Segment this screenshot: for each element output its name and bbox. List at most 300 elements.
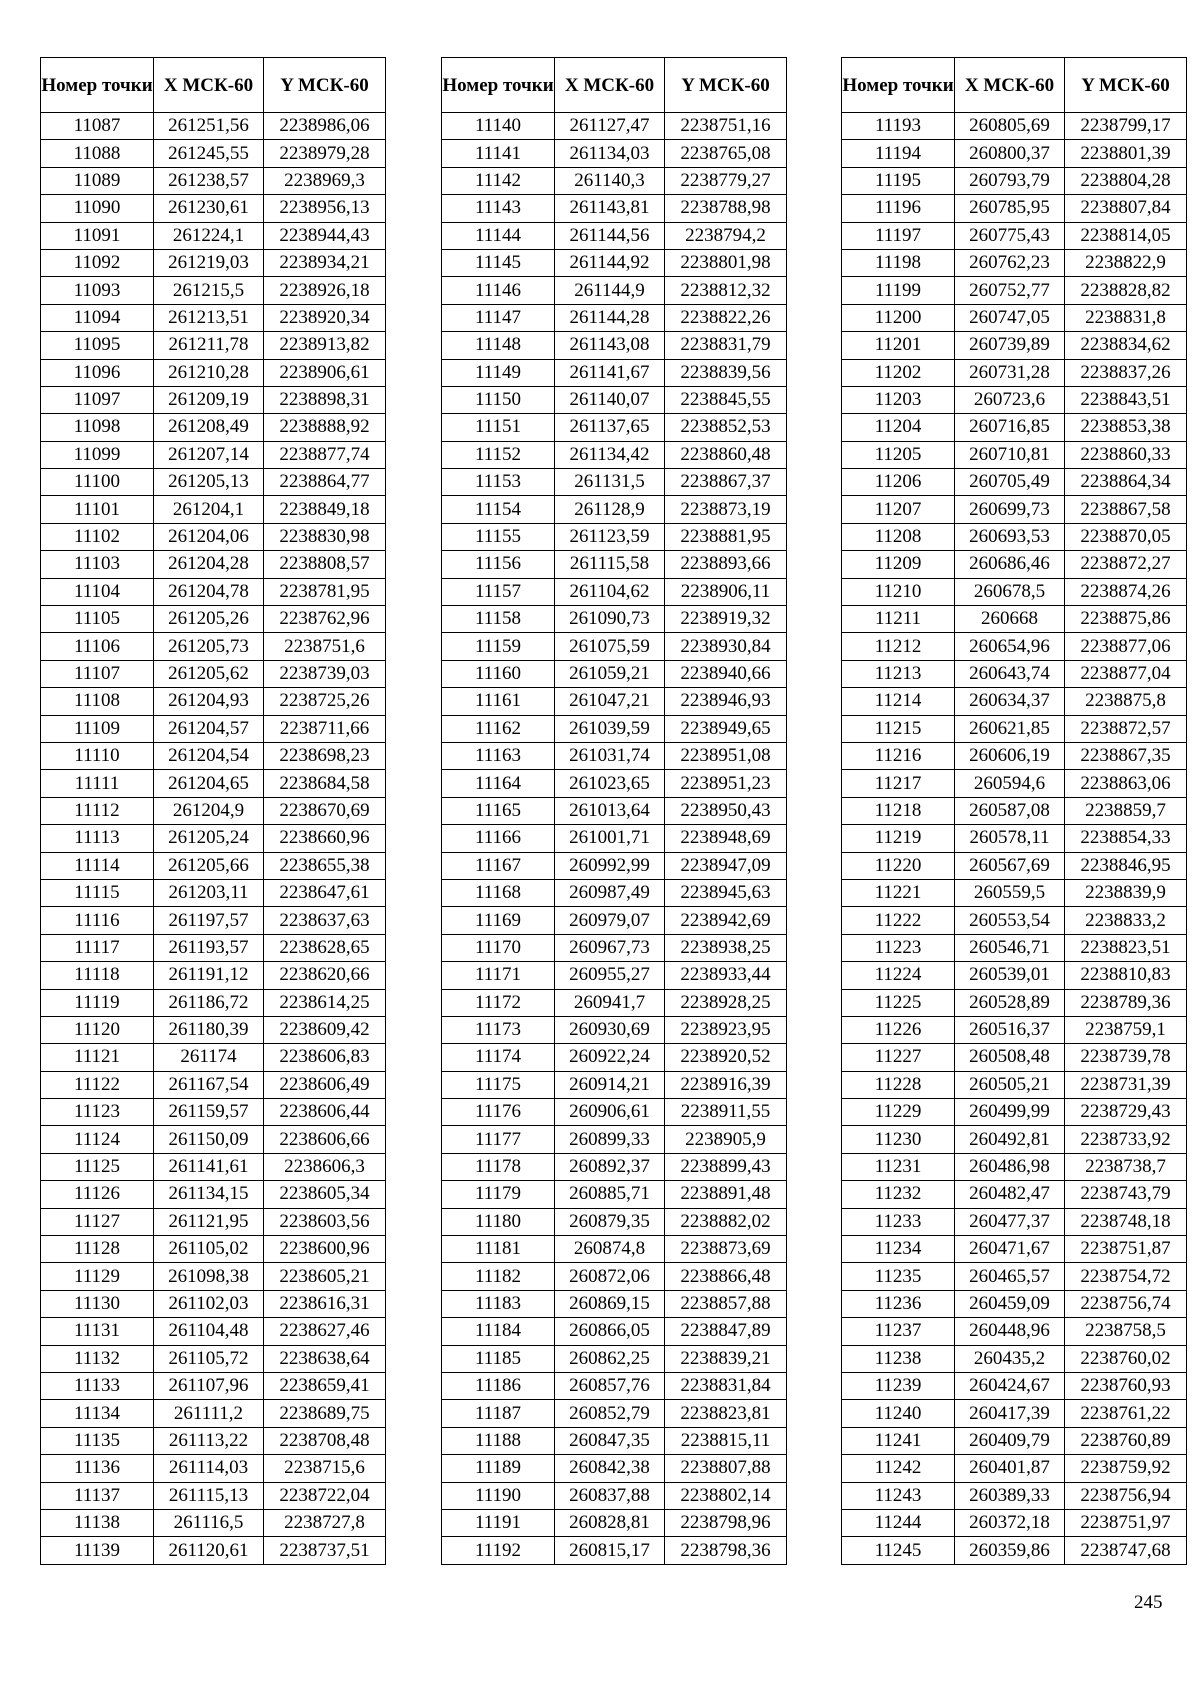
x-coordinate-cell: 260930,69 (555, 1016, 665, 1043)
x-coordinate-cell: 261090,73 (555, 606, 665, 633)
x-coordinate-cell: 260499,99 (955, 1099, 1065, 1126)
point-number-cell: 11142 (442, 167, 555, 194)
x-coordinate-cell: 260837,88 (555, 1482, 665, 1509)
table-row (442, 879, 787, 906)
table-row (842, 1153, 1187, 1180)
x-coordinate-cell: 260793,79 (955, 167, 1065, 194)
table-row (842, 907, 1187, 934)
table-row (842, 441, 1187, 468)
x-coordinate-cell: 261134,15 (154, 1181, 264, 1208)
y-coordinate-cell: 2238837,26 (1065, 359, 1187, 386)
y-coordinate-cell: 2238801,98 (665, 249, 787, 276)
table-row (842, 1482, 1187, 1509)
header-x: X МСК-60 (154, 58, 264, 113)
point-number-cell: 11214 (842, 688, 955, 715)
x-coordinate-cell: 261204,06 (154, 523, 264, 550)
point-number-cell: 11215 (842, 715, 955, 742)
y-coordinate-cell: 2238866,48 (665, 1263, 787, 1290)
table-row (842, 578, 1187, 605)
table-row (842, 1099, 1187, 1126)
y-coordinate-cell: 2238802,14 (665, 1482, 787, 1509)
table-row (442, 1482, 787, 1509)
table-row (442, 249, 787, 276)
x-coordinate-cell: 260869,15 (555, 1290, 665, 1317)
y-coordinate-cell: 2238684,58 (264, 770, 386, 797)
point-number-cell: 11169 (442, 907, 555, 934)
table-row (41, 1318, 386, 1345)
point-number-cell: 11092 (41, 249, 154, 276)
x-coordinate-cell: 260553,54 (955, 907, 1065, 934)
table-row (842, 688, 1187, 715)
y-coordinate-cell: 2238600,96 (264, 1236, 386, 1263)
y-coordinate-cell: 2238919,32 (665, 606, 787, 633)
point-number-cell: 11159 (442, 633, 555, 660)
point-number-cell: 11125 (41, 1153, 154, 1180)
x-coordinate-cell: 261120,61 (154, 1537, 264, 1564)
table-row (842, 1126, 1187, 1153)
point-number-cell: 11222 (842, 907, 955, 934)
point-number-cell: 11228 (842, 1071, 955, 1098)
table-row (442, 1263, 787, 1290)
x-coordinate-cell: 260852,79 (555, 1400, 665, 1427)
y-coordinate-cell: 2238628,65 (264, 934, 386, 961)
x-coordinate-cell: 261191,12 (154, 962, 264, 989)
table-row (442, 1071, 787, 1098)
point-number-cell: 11199 (842, 277, 955, 304)
table-row (41, 633, 386, 660)
y-coordinate-cell: 2238747,68 (1065, 1537, 1187, 1564)
point-number-cell: 11232 (842, 1181, 955, 1208)
y-coordinate-cell: 2238846,95 (1065, 852, 1187, 879)
table-row (41, 962, 386, 989)
y-coordinate-cell: 2238722,04 (264, 1482, 386, 1509)
table-row (842, 1509, 1187, 1536)
point-number-cell: 11187 (442, 1400, 555, 1427)
point-number-cell: 11211 (842, 606, 955, 633)
x-coordinate-cell: 261204,65 (154, 770, 264, 797)
y-coordinate-cell: 2238906,11 (665, 578, 787, 605)
y-coordinate-cell: 2238956,13 (264, 195, 386, 222)
table-row (442, 1181, 787, 1208)
header-point-number: Номер точки (442, 58, 555, 113)
x-coordinate-cell: 260747,05 (955, 304, 1065, 331)
table-row (842, 1044, 1187, 1071)
y-coordinate-cell: 2238944,43 (264, 222, 386, 249)
y-coordinate-cell: 2238751,87 (1065, 1236, 1187, 1263)
table-row (842, 386, 1187, 413)
table-row (442, 770, 787, 797)
table-row (41, 989, 386, 1016)
y-coordinate-cell: 2238715,6 (264, 1455, 386, 1482)
x-coordinate-cell: 260705,49 (955, 469, 1065, 496)
y-coordinate-cell: 2238609,42 (264, 1016, 386, 1043)
x-coordinate-cell: 261144,92 (555, 249, 665, 276)
y-coordinate-cell: 2238606,83 (264, 1044, 386, 1071)
table-row (41, 1345, 386, 1372)
point-number-cell: 11212 (842, 633, 955, 660)
point-number-cell: 11223 (842, 934, 955, 961)
y-coordinate-cell: 2238947,09 (665, 852, 787, 879)
table-row (442, 1509, 787, 1536)
x-coordinate-cell: 260482,47 (955, 1181, 1065, 1208)
point-number-cell: 11143 (442, 195, 555, 222)
y-coordinate-cell: 2238906,61 (264, 359, 386, 386)
x-coordinate-cell: 261131,5 (555, 469, 665, 496)
y-coordinate-cell: 2238754,72 (1065, 1263, 1187, 1290)
point-number-cell: 11220 (842, 852, 955, 879)
point-number-cell: 11087 (41, 113, 154, 140)
header-x: X МСК-60 (955, 58, 1065, 113)
y-coordinate-cell: 2238928,25 (665, 989, 787, 1016)
table-row (442, 140, 787, 167)
point-number-cell: 11208 (842, 523, 955, 550)
y-coordinate-cell: 2238822,26 (665, 304, 787, 331)
point-number-cell: 11090 (41, 195, 154, 222)
y-coordinate-cell: 2238913,82 (264, 332, 386, 359)
x-coordinate-cell: 260922,24 (555, 1044, 665, 1071)
table-row (842, 1537, 1187, 1564)
y-coordinate-cell: 2238839,21 (665, 1345, 787, 1372)
coordinates-table-1 (40, 57, 386, 1565)
y-coordinate-cell: 2238870,05 (1065, 523, 1187, 550)
point-number-cell: 11128 (41, 1236, 154, 1263)
table-body (41, 113, 386, 1565)
x-coordinate-cell: 261102,03 (154, 1290, 264, 1317)
point-number-cell: 11103 (41, 551, 154, 578)
x-coordinate-cell: 260987,49 (555, 879, 665, 906)
table-row (842, 414, 1187, 441)
point-number-cell: 11132 (41, 1345, 154, 1372)
point-number-cell: 11207 (842, 496, 955, 523)
table-row (41, 852, 386, 879)
x-coordinate-cell: 260805,69 (955, 113, 1065, 140)
table-row (842, 1016, 1187, 1043)
x-coordinate-cell: 260914,21 (555, 1071, 665, 1098)
y-coordinate-cell: 2238849,18 (264, 496, 386, 523)
table-row (842, 249, 1187, 276)
y-coordinate-cell: 2238875,8 (1065, 688, 1187, 715)
table-row (842, 332, 1187, 359)
x-coordinate-cell: 261104,62 (555, 578, 665, 605)
point-number-cell: 11131 (41, 1318, 154, 1345)
y-coordinate-cell: 2238843,51 (1065, 386, 1187, 413)
point-number-cell: 11167 (442, 852, 555, 879)
x-coordinate-cell: 261204,28 (154, 551, 264, 578)
y-coordinate-cell: 2238737,51 (264, 1537, 386, 1564)
y-coordinate-cell: 2238729,43 (1065, 1099, 1187, 1126)
table-row (442, 962, 787, 989)
point-number-cell: 11203 (842, 386, 955, 413)
x-coordinate-cell: 260828,81 (555, 1509, 665, 1536)
table-row (41, 140, 386, 167)
point-number-cell: 11237 (842, 1318, 955, 1345)
point-number-cell: 11239 (842, 1372, 955, 1399)
table-row (41, 332, 386, 359)
table-row (442, 1400, 787, 1427)
point-number-cell: 11127 (41, 1208, 154, 1235)
x-coordinate-cell: 260372,18 (955, 1509, 1065, 1536)
point-number-cell: 11150 (442, 386, 555, 413)
y-coordinate-cell: 2238779,27 (665, 167, 787, 194)
x-coordinate-cell: 260516,37 (955, 1016, 1065, 1043)
y-coordinate-cell: 2238831,8 (1065, 304, 1187, 331)
point-number-cell: 11094 (41, 304, 154, 331)
table-row (41, 441, 386, 468)
x-coordinate-cell: 260508,48 (955, 1044, 1065, 1071)
point-number-cell: 11241 (842, 1427, 955, 1454)
x-coordinate-cell: 260955,27 (555, 962, 665, 989)
point-number-cell: 11227 (842, 1044, 955, 1071)
point-number-cell: 11154 (442, 496, 555, 523)
table-row (442, 441, 787, 468)
y-coordinate-cell: 2238789,36 (1065, 989, 1187, 1016)
point-number-cell: 11093 (41, 277, 154, 304)
y-coordinate-cell: 2238873,69 (665, 1236, 787, 1263)
table-row (41, 1509, 386, 1536)
y-coordinate-cell: 2238748,18 (1065, 1208, 1187, 1235)
x-coordinate-cell: 261208,49 (154, 414, 264, 441)
x-coordinate-cell: 260775,43 (955, 222, 1065, 249)
table-row (41, 688, 386, 715)
y-coordinate-cell: 2238606,3 (264, 1153, 386, 1180)
table-row (442, 277, 787, 304)
table-row (842, 1455, 1187, 1482)
x-coordinate-cell: 261059,21 (555, 660, 665, 687)
y-coordinate-cell: 2238739,03 (264, 660, 386, 687)
x-coordinate-cell: 261180,39 (154, 1016, 264, 1043)
point-number-cell: 11129 (41, 1263, 154, 1290)
table-row (442, 797, 787, 824)
point-number-cell: 11221 (842, 879, 955, 906)
point-number-cell: 11111 (41, 770, 154, 797)
point-number-cell: 11146 (442, 277, 555, 304)
y-coordinate-cell: 2238788,98 (665, 195, 787, 222)
table-row (842, 113, 1187, 140)
x-coordinate-cell: 260693,53 (955, 523, 1065, 550)
y-coordinate-cell: 2238934,21 (264, 249, 386, 276)
y-coordinate-cell: 2238637,63 (264, 907, 386, 934)
point-number-cell: 11149 (442, 359, 555, 386)
x-coordinate-cell: 261193,57 (154, 934, 264, 961)
x-coordinate-cell: 261013,64 (555, 797, 665, 824)
table-row (41, 496, 386, 523)
table-row (842, 606, 1187, 633)
table-row (442, 825, 787, 852)
table-row (41, 1400, 386, 1427)
x-coordinate-cell: 260492,81 (955, 1126, 1065, 1153)
y-coordinate-cell: 2238854,33 (1065, 825, 1187, 852)
point-number-cell: 11137 (41, 1482, 154, 1509)
table-row (842, 1236, 1187, 1263)
point-number-cell: 11173 (442, 1016, 555, 1043)
x-coordinate-cell: 261144,56 (555, 222, 665, 249)
y-coordinate-cell: 2238920,52 (665, 1044, 787, 1071)
x-coordinate-cell: 260885,71 (555, 1181, 665, 1208)
table-row (442, 578, 787, 605)
x-coordinate-cell: 260862,25 (555, 1345, 665, 1372)
table-row (442, 195, 787, 222)
point-number-cell: 11126 (41, 1181, 154, 1208)
y-coordinate-cell: 2238872,57 (1065, 715, 1187, 742)
x-coordinate-cell: 261203,11 (154, 879, 264, 906)
point-number-cell: 11205 (842, 441, 955, 468)
x-coordinate-cell: 260606,19 (955, 742, 1065, 769)
point-number-cell: 11104 (41, 578, 154, 605)
point-number-cell: 11231 (842, 1153, 955, 1180)
table-row (442, 523, 787, 550)
point-number-cell: 11098 (41, 414, 154, 441)
y-coordinate-cell: 2238946,93 (665, 688, 787, 715)
point-number-cell: 11177 (442, 1126, 555, 1153)
y-coordinate-cell: 2238867,35 (1065, 742, 1187, 769)
point-number-cell: 11107 (41, 660, 154, 687)
table-row (41, 1153, 386, 1180)
x-coordinate-cell: 260587,08 (955, 797, 1065, 824)
x-coordinate-cell: 261105,72 (154, 1345, 264, 1372)
page-number: 245 (1134, 1592, 1163, 1613)
x-coordinate-cell: 261075,59 (555, 633, 665, 660)
point-number-cell: 11192 (442, 1537, 555, 1564)
y-coordinate-cell: 2238942,69 (665, 907, 787, 934)
point-number-cell: 11236 (842, 1290, 955, 1317)
y-coordinate-cell: 2238877,04 (1065, 660, 1187, 687)
point-number-cell: 11123 (41, 1099, 154, 1126)
x-coordinate-cell: 261104,48 (154, 1318, 264, 1345)
y-coordinate-cell: 2238807,88 (665, 1455, 787, 1482)
y-coordinate-cell: 2238882,02 (665, 1208, 787, 1235)
table-row (842, 496, 1187, 523)
x-coordinate-cell: 261245,55 (154, 140, 264, 167)
point-number-cell: 11186 (442, 1372, 555, 1399)
table-row (442, 907, 787, 934)
point-number-cell: 11096 (41, 359, 154, 386)
table-row (442, 304, 787, 331)
y-coordinate-cell: 2238938,25 (665, 934, 787, 961)
x-coordinate-cell: 260847,35 (555, 1427, 665, 1454)
point-number-cell: 11089 (41, 167, 154, 194)
table-row (842, 797, 1187, 824)
point-number-cell: 11121 (41, 1044, 154, 1071)
coordinates-table-3 (841, 57, 1187, 1565)
table-row (842, 195, 1187, 222)
table-row (41, 578, 386, 605)
x-coordinate-cell: 261047,21 (555, 688, 665, 715)
point-number-cell: 11091 (41, 222, 154, 249)
y-coordinate-cell: 2238872,27 (1065, 551, 1187, 578)
point-number-cell: 11191 (442, 1509, 555, 1536)
point-number-cell: 11179 (442, 1181, 555, 1208)
point-number-cell: 11162 (442, 715, 555, 742)
point-number-cell: 11118 (41, 962, 154, 989)
header-point-number: Номер точки (842, 58, 955, 113)
table-row (842, 222, 1187, 249)
y-coordinate-cell: 2238881,95 (665, 523, 787, 550)
x-coordinate-cell: 260424,67 (955, 1372, 1065, 1399)
point-number-cell: 11194 (842, 140, 955, 167)
y-coordinate-cell: 2238798,96 (665, 1509, 787, 1536)
x-coordinate-cell: 261111,2 (154, 1400, 264, 1427)
point-number-cell: 11234 (842, 1236, 955, 1263)
y-coordinate-cell: 2238759,1 (1065, 1016, 1187, 1043)
x-coordinate-cell: 260762,23 (955, 249, 1065, 276)
table-row (41, 551, 386, 578)
y-coordinate-cell: 2238739,78 (1065, 1044, 1187, 1071)
y-coordinate-cell: 2238731,39 (1065, 1071, 1187, 1098)
table-row (41, 797, 386, 824)
table-row (442, 1290, 787, 1317)
point-number-cell: 11170 (442, 934, 555, 961)
point-number-cell: 11198 (842, 249, 955, 276)
y-coordinate-cell: 2238756,94 (1065, 1482, 1187, 1509)
table-row (442, 1345, 787, 1372)
x-coordinate-cell: 260567,69 (955, 852, 1065, 879)
x-coordinate-cell: 261023,65 (555, 770, 665, 797)
x-coordinate-cell: 261039,59 (555, 715, 665, 742)
y-coordinate-cell: 2238877,06 (1065, 633, 1187, 660)
y-coordinate-cell: 2238738,7 (1065, 1153, 1187, 1180)
point-number-cell: 11195 (842, 167, 955, 194)
y-coordinate-cell: 2238859,7 (1065, 797, 1187, 824)
table-body (842, 113, 1187, 1565)
table-row (442, 1044, 787, 1071)
x-coordinate-cell: 261207,14 (154, 441, 264, 468)
x-coordinate-cell: 261204,1 (154, 496, 264, 523)
x-coordinate-cell: 261143,81 (555, 195, 665, 222)
point-number-cell: 11113 (41, 825, 154, 852)
x-coordinate-cell: 261251,56 (154, 113, 264, 140)
point-number-cell: 11117 (41, 934, 154, 961)
x-coordinate-cell: 261197,57 (154, 907, 264, 934)
point-number-cell: 11164 (442, 770, 555, 797)
point-number-cell: 11102 (41, 523, 154, 550)
x-coordinate-cell: 260643,74 (955, 660, 1065, 687)
table-row (842, 1071, 1187, 1098)
point-number-cell: 11206 (842, 469, 955, 496)
table-row (842, 989, 1187, 1016)
table-row (41, 1126, 386, 1153)
point-number-cell: 11201 (842, 332, 955, 359)
header-y: Y МСК-60 (665, 58, 787, 113)
x-coordinate-cell: 261224,1 (154, 222, 264, 249)
point-number-cell: 11088 (41, 140, 154, 167)
y-coordinate-cell: 2238986,06 (264, 113, 386, 140)
x-coordinate-cell: 260465,57 (955, 1263, 1065, 1290)
x-coordinate-cell: 261205,66 (154, 852, 264, 879)
point-number-cell: 11100 (41, 469, 154, 496)
y-coordinate-cell: 2238647,61 (264, 879, 386, 906)
x-coordinate-cell: 261205,62 (154, 660, 264, 687)
point-number-cell: 11160 (442, 660, 555, 687)
y-coordinate-cell: 2238614,25 (264, 989, 386, 1016)
x-coordinate-cell: 260539,01 (955, 962, 1065, 989)
table-row (442, 113, 787, 140)
x-coordinate-cell: 260892,37 (555, 1153, 665, 1180)
point-number-cell: 11151 (442, 414, 555, 441)
x-coordinate-cell: 261159,57 (154, 1099, 264, 1126)
x-coordinate-cell: 261204,93 (154, 688, 264, 715)
table-row (842, 852, 1187, 879)
y-coordinate-cell: 2238670,69 (264, 797, 386, 824)
x-coordinate-cell: 260992,99 (555, 852, 665, 879)
y-coordinate-cell: 2238867,37 (665, 469, 787, 496)
y-coordinate-cell: 2238727,8 (264, 1509, 386, 1536)
table-row (41, 222, 386, 249)
y-coordinate-cell: 2238812,32 (665, 277, 787, 304)
table-row (842, 277, 1187, 304)
x-coordinate-cell: 260857,76 (555, 1372, 665, 1399)
point-number-cell: 11110 (41, 742, 154, 769)
x-coordinate-cell: 260471,67 (955, 1236, 1065, 1263)
